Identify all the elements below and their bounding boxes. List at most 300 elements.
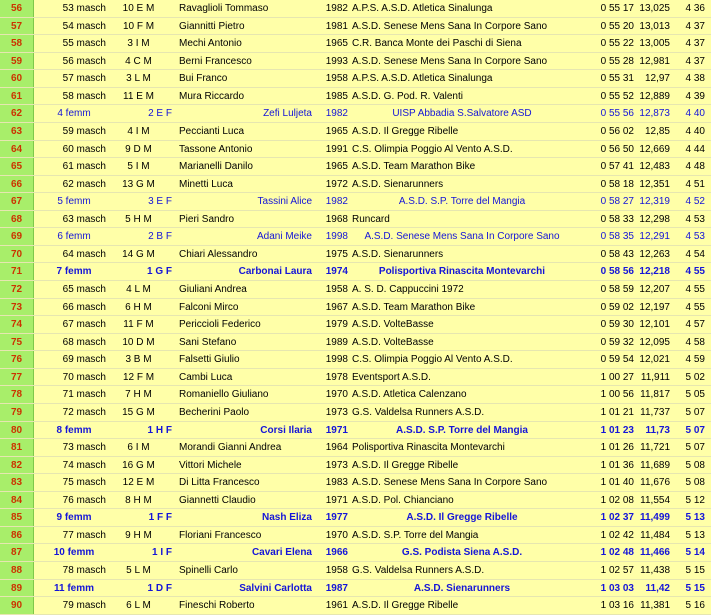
position-cell: 57 masch (62, 73, 106, 85)
row-number[interactable]: 74 (0, 316, 34, 333)
category-cell: 2 E F (148, 108, 172, 120)
table-row (0, 562, 711, 580)
row-number[interactable]: 58 (0, 35, 34, 52)
category-cell: 9 D M (125, 143, 152, 155)
row-number[interactable]: 89 (0, 580, 34, 597)
table-row (0, 527, 711, 545)
birth-year-cell: 1970 (325, 389, 348, 401)
position-cell: 63 masch (62, 213, 106, 225)
table-row (0, 492, 711, 510)
speed-cell: 11,499 (639, 512, 670, 524)
category-cell: 5 H M (125, 213, 152, 225)
position-cell: 4 femm (57, 108, 91, 120)
position-cell: 8 femm (56, 424, 92, 436)
pace-cell: 5 12 (685, 494, 705, 506)
category-cell: 6 L M (126, 600, 151, 612)
pace-cell: 4 40 (685, 108, 705, 120)
category-cell: 8 H M (125, 494, 152, 506)
speed-cell: 11,737 (640, 406, 670, 418)
birth-year-cell: 1998 (325, 354, 348, 366)
speed-cell: 11,676 (640, 477, 670, 489)
athlete-name-cell: Peccianti Luca (179, 125, 245, 137)
athlete-name-cell: Giuliani Andrea (179, 284, 247, 295)
club-cell: A.S.D. Il Gregge Ribelle (352, 125, 459, 137)
club-cell: A.P.S. A.S.D. Atletica Sinalunga (352, 3, 493, 14)
birth-year-cell: 1971 (325, 494, 348, 506)
birth-year-cell: 1989 (325, 336, 348, 348)
speed-cell: 12,981 (639, 55, 670, 67)
row-number[interactable]: 84 (0, 492, 34, 509)
athlete-name-cell: Minetti Luca (179, 178, 233, 190)
birth-year-cell: 1958 (325, 284, 348, 295)
category-cell: 16 G M (122, 459, 155, 471)
time-cell: 1 00 56 (600, 389, 634, 401)
speed-cell: 12,263 (639, 248, 670, 260)
category-cell: 13 G M (122, 178, 155, 190)
speed-cell: 13,013 (639, 20, 670, 32)
club-cell: A.S.D. Il Gregge Ribelle (352, 600, 459, 612)
club-cell: A. S. D. Cappuccini 1972 (352, 284, 464, 295)
position-cell: 69 masch (62, 354, 106, 366)
time-cell: 0 55 17 (600, 3, 634, 14)
row-number[interactable]: 82 (0, 457, 34, 474)
pace-cell: 5 14 (685, 547, 705, 559)
pace-cell: 4 38 (685, 73, 705, 85)
club-cell: A.S.D. Senese Mens Sana In Corpore Sano (364, 231, 560, 243)
speed-cell: 11,484 (640, 529, 670, 541)
birth-year-cell: 1965 (325, 125, 348, 137)
category-cell: 3 L M (126, 73, 151, 85)
table-row (0, 246, 711, 264)
athlete-name-cell: Becherini Paolo (179, 406, 250, 418)
birth-year-cell: 1975 (325, 248, 348, 260)
time-cell: 0 59 02 (600, 301, 634, 313)
row-number[interactable]: 59 (0, 53, 34, 70)
table-row (0, 88, 711, 106)
club-cell: Eventsport A.S.D. (352, 371, 431, 383)
birth-year-cell: 1983 (325, 477, 348, 489)
time-cell: 1 01 36 (600, 459, 634, 471)
category-cell: 6 I M (127, 442, 150, 454)
category-cell: 12 F M (122, 371, 155, 383)
row-number[interactable]: 81 (0, 439, 34, 456)
category-cell: 12 E M (122, 477, 155, 489)
birth-year-cell: 1967 (325, 301, 348, 313)
time-cell: 1 02 57 (600, 565, 634, 576)
athlete-name-cell: Fineschi Roberto (179, 600, 255, 612)
position-cell: 72 masch (62, 406, 106, 418)
speed-cell: 11,689 (640, 459, 670, 471)
table-row (0, 70, 711, 88)
athlete-name-cell: Di Litta Francesco (179, 477, 260, 489)
pace-cell: 5 07 (685, 406, 705, 418)
row-number[interactable]: 60 (0, 70, 34, 87)
pace-cell: 4 52 (685, 196, 705, 208)
club-cell: A.S.D. Senese Mens Sana In Corpore Sano (352, 20, 548, 32)
athlete-name-cell: Adani Meike (256, 231, 312, 243)
row-number[interactable]: 57 (0, 18, 34, 35)
speed-cell: 12,095 (639, 336, 670, 348)
pace-cell: 5 07 (685, 442, 705, 454)
time-cell: 0 58 56 (600, 266, 634, 278)
birth-year-cell: 1965 (325, 161, 348, 173)
time-cell: 1 01 40 (600, 477, 634, 489)
row-number[interactable]: 79 (0, 404, 34, 421)
position-cell: 55 masch (62, 38, 106, 50)
category-cell: 11 E M (123, 90, 154, 102)
row-number[interactable]: 71 (0, 263, 34, 280)
speed-cell: 12,889 (639, 90, 670, 102)
time-cell: 1 02 08 (600, 494, 634, 506)
athlete-name-cell: Marianelli Danilo (179, 161, 253, 173)
speed-cell: 12,85 (644, 125, 670, 137)
time-cell: 1 02 48 (600, 547, 634, 559)
time-cell: 0 55 20 (600, 20, 634, 32)
category-cell: 1 G F (146, 266, 172, 278)
time-cell: 1 02 37 (600, 512, 634, 524)
pace-cell: 5 15 (685, 565, 705, 576)
table-row (0, 334, 711, 352)
pace-cell: 5 08 (685, 459, 705, 471)
birth-year-cell: 1985 (325, 90, 348, 102)
pace-cell: 4 37 (685, 55, 705, 67)
athlete-name-cell: Tassone Antonio (179, 143, 253, 155)
birth-year-cell: 1981 (325, 20, 348, 32)
pace-cell: 5 07 (685, 424, 705, 436)
athlete-name-cell: Nash Eliza (261, 512, 312, 524)
athlete-name-cell: Cambi Luca (179, 371, 233, 383)
row-number[interactable]: 87 (0, 544, 34, 561)
pace-cell: 4 55 (685, 266, 705, 278)
category-cell: 6 H M (125, 301, 152, 313)
time-cell: 1 02 42 (600, 529, 634, 541)
row-number[interactable]: 64 (0, 141, 34, 158)
speed-cell: 13,025 (639, 3, 670, 14)
athlete-name-cell: Corsi Ilaria (260, 424, 312, 436)
category-cell: 9 H M (125, 529, 152, 541)
birth-year-cell: 1978 (325, 371, 348, 383)
birth-year-cell: 1970 (325, 529, 348, 541)
time-cell: 1 03 03 (600, 582, 634, 594)
time-cell: 0 59 30 (600, 319, 634, 331)
time-cell: 0 58 43 (600, 248, 634, 260)
category-cell: 4 L M (126, 284, 151, 295)
table-row (0, 0, 711, 18)
row-number[interactable]: 75 (0, 334, 34, 351)
athlete-name-cell: Romaniello Giuliano (179, 389, 269, 401)
pace-cell: 5 13 (685, 529, 705, 541)
time-cell: 1 01 23 (600, 424, 634, 436)
table-row (0, 544, 711, 562)
speed-cell: 11,911 (640, 371, 670, 383)
club-cell: Polisportiva Rinascita Montevarchi (352, 442, 505, 454)
birth-year-cell: 1964 (325, 442, 348, 454)
pace-cell: 4 40 (685, 125, 705, 137)
position-cell: 53 masch (62, 3, 106, 14)
row-number[interactable]: 68 (0, 211, 34, 228)
speed-cell: 12,873 (639, 108, 670, 120)
pace-cell: 5 15 (685, 582, 705, 594)
athlete-name-cell: Zefi Luljeta (263, 108, 312, 120)
birth-year-cell: 1958 (325, 565, 348, 576)
time-cell: 0 59 54 (600, 354, 634, 366)
birth-year-cell: 1982 (325, 196, 348, 208)
row-number[interactable]: 78 (0, 386, 34, 403)
position-cell: 67 masch (62, 319, 106, 331)
time-cell: 0 56 50 (600, 143, 634, 155)
speed-cell: 12,101 (639, 319, 670, 331)
table-row (0, 351, 711, 369)
row-number[interactable]: 63 (0, 123, 34, 140)
position-cell: 75 masch (62, 477, 106, 489)
athlete-name-cell: Periccioli Federico (179, 319, 261, 331)
position-cell: 74 masch (62, 459, 106, 471)
pace-cell: 4 53 (685, 213, 705, 225)
position-cell: 65 masch (62, 284, 106, 295)
table-row (0, 404, 711, 422)
speed-cell: 13,005 (639, 38, 670, 50)
club-cell: A.S.D. Sienarunners (352, 248, 444, 260)
table-row (0, 281, 711, 299)
row-number[interactable]: 61 (0, 88, 34, 105)
row-number[interactable]: 83 (0, 474, 34, 491)
row-number[interactable]: 76 (0, 351, 34, 368)
time-cell: 0 55 56 (600, 108, 634, 120)
birth-year-cell: 1966 (325, 547, 348, 559)
row-number[interactable]: 88 (0, 562, 34, 579)
row-number[interactable]: 66 (0, 176, 34, 193)
table-row (0, 509, 711, 527)
position-cell: 56 masch (62, 55, 106, 67)
birth-year-cell: 1974 (325, 266, 348, 278)
pace-cell: 4 39 (685, 90, 705, 102)
position-cell: 6 femm (57, 231, 91, 243)
table-row (0, 369, 711, 387)
speed-cell: 12,669 (639, 143, 670, 155)
table-row (0, 158, 711, 176)
birth-year-cell: 1971 (325, 424, 348, 436)
row-number[interactable]: 62 (0, 105, 34, 122)
club-cell: A.S.D. S.P. Torre del Mangia (352, 529, 479, 541)
club-cell: G.S. Valdelsa Runners A.S.D. (352, 406, 485, 418)
table-row (0, 457, 711, 475)
athlete-name-cell: Carbonai Laura (238, 266, 312, 278)
speed-cell: 11,73 (645, 424, 670, 436)
category-cell: 2 B F (148, 231, 172, 243)
table-row (0, 597, 711, 615)
time-cell: 0 58 27 (600, 196, 634, 208)
speed-cell: 11,554 (640, 494, 670, 506)
birth-year-cell: 1982 (325, 108, 348, 120)
club-cell: G.S. Valdelsa Runners A.S.D. (352, 565, 485, 576)
club-cell: A.S.D. VolteBasse (352, 336, 434, 348)
pace-cell: 5 02 (685, 371, 705, 383)
table-row (0, 53, 711, 71)
time-cell: 1 00 27 (600, 371, 634, 383)
category-cell: 7 H M (125, 389, 152, 401)
club-cell: A.S.D. Il Gregge Ribelle (406, 512, 518, 524)
club-cell: C.S. Olimpia Poggio Al Vento A.S.D. (352, 143, 513, 155)
time-cell: 0 58 59 (600, 284, 634, 295)
pace-cell: 4 57 (685, 319, 705, 331)
time-cell: 0 55 22 (600, 38, 634, 50)
time-cell: 0 55 31 (600, 73, 634, 85)
pace-cell: 4 36 (685, 3, 705, 14)
athlete-name-cell: Falsetti Giulio (179, 354, 240, 366)
athlete-name-cell: Sani Stefano (179, 336, 237, 348)
category-cell: 4 C M (125, 55, 152, 67)
pace-cell: 4 37 (685, 38, 705, 50)
athlete-name-cell: Spinelli Carlo (179, 565, 238, 576)
athlete-name-cell: Pieri Sandro (179, 213, 235, 225)
position-cell: 73 masch (62, 442, 106, 454)
speed-cell: 11,381 (640, 600, 670, 612)
club-cell: Runcard (352, 213, 390, 225)
table-row (0, 141, 711, 159)
table-row (0, 228, 711, 246)
speed-cell: 12,483 (639, 161, 670, 173)
category-cell: 1 I F (151, 547, 172, 559)
time-cell: 0 58 18 (600, 178, 634, 190)
row-number[interactable]: 80 (0, 422, 34, 439)
position-cell: 58 masch (62, 90, 106, 102)
birth-year-cell: 1977 (325, 512, 348, 524)
club-cell: A.S.D. S.P. Torre del Mangia (398, 196, 526, 208)
table-row (0, 211, 711, 229)
position-cell: 60 masch (62, 143, 106, 155)
pace-cell: 5 05 (685, 389, 705, 401)
time-cell: 0 55 52 (600, 90, 634, 102)
category-cell: 10 F M (122, 20, 155, 32)
time-cell: 0 56 02 (600, 125, 634, 137)
position-cell: 71 masch (62, 389, 106, 401)
row-number[interactable]: 69 (0, 228, 34, 245)
row-number[interactable]: 85 (0, 509, 34, 526)
position-cell: 59 masch (62, 125, 106, 137)
table-row (0, 439, 711, 457)
position-cell: 54 masch (62, 20, 106, 32)
birth-year-cell: 1961 (325, 600, 348, 612)
club-cell: C.R. Banca Monte dei Paschi di Siena (352, 38, 522, 50)
speed-cell: 12,207 (639, 284, 670, 295)
category-cell: 11 F M (123, 319, 154, 331)
speed-cell: 11,721 (640, 442, 670, 454)
club-cell: A.P.S. A.S.D. Atletica Sinalunga (352, 73, 493, 85)
time-cell: 1 01 21 (600, 406, 634, 418)
row-number[interactable]: 56 (0, 0, 34, 17)
table-row (0, 176, 711, 194)
speed-cell: 12,319 (639, 196, 670, 208)
category-cell: 10 D M (122, 336, 155, 348)
athlete-name-cell: Salvini Carlotta (239, 582, 312, 594)
athlete-name-cell: Chiari Alessandro (179, 248, 258, 260)
pace-cell: 4 53 (685, 231, 705, 243)
birth-year-cell: 1993 (325, 55, 348, 67)
time-cell: 0 59 32 (600, 336, 634, 348)
speed-cell: 12,021 (639, 354, 670, 366)
category-cell: 4 I M (127, 125, 150, 137)
club-cell: A.S.D. Senese Mens Sana In Corpore Sano (352, 55, 548, 67)
category-cell: 3 E F (148, 196, 172, 208)
category-cell: 15 G M (122, 406, 155, 418)
position-cell: 77 masch (62, 529, 106, 541)
birth-year-cell: 1982 (325, 3, 348, 14)
position-cell: 78 masch (62, 565, 106, 576)
position-cell: 68 masch (62, 336, 106, 348)
club-cell: G.S. Podista Siena A.S.D. (401, 547, 523, 559)
row-number[interactable]: 77 (0, 369, 34, 386)
table-row (0, 299, 711, 317)
row-number[interactable]: 67 (0, 193, 34, 210)
category-cell: 1 D F (147, 582, 172, 594)
row-number[interactable]: 70 (0, 246, 34, 263)
club-cell: C.S. Olimpia Poggio Al Vento A.S.D. (352, 354, 513, 366)
table-row (0, 474, 711, 492)
club-cell: A.S.D. Team Marathon Bike (352, 161, 476, 173)
club-cell: A.S.D. Sienarunners (352, 178, 444, 190)
category-cell: 1 H F (147, 424, 172, 436)
athlete-name-cell: Giannetti Claudio (179, 494, 256, 506)
athlete-name-cell: Bui Franco (179, 73, 228, 85)
table-row (0, 580, 711, 598)
position-cell: 10 femm (53, 547, 95, 559)
speed-cell: 12,97 (644, 73, 670, 85)
pace-cell: 4 55 (685, 301, 705, 313)
athlete-name-cell: Vittori Michele (179, 459, 242, 471)
row-number[interactable]: 86 (0, 527, 34, 544)
category-cell: 14 G M (122, 248, 155, 260)
pace-cell: 5 13 (685, 512, 705, 524)
club-cell: UISP Abbadia S.Salvatore ASD (392, 108, 532, 120)
position-cell: 70 masch (62, 371, 106, 383)
athlete-name-cell: Mechi Antonio (179, 38, 242, 50)
birth-year-cell: 1998 (325, 231, 348, 243)
club-cell: A.S.D. Sienarunners (413, 582, 511, 594)
athlete-name-cell: Ravaglioli Tommaso (179, 3, 269, 14)
athlete-name-cell: Cavari Elena (251, 547, 312, 559)
club-cell: A.S.D. Atletica Calenzano (352, 389, 467, 401)
row-number[interactable]: 90 (0, 597, 34, 614)
club-cell: A.S.D. VolteBasse (352, 319, 434, 331)
club-cell: Polisportiva Rinascita Montevarchi (378, 266, 546, 278)
athlete-name-cell: Mura Riccardo (179, 90, 245, 102)
club-cell: A.S.D. Team Marathon Bike (352, 301, 476, 313)
club-cell: A.S.D. Senese Mens Sana In Corpore Sano (352, 477, 548, 489)
birth-year-cell: 1991 (325, 143, 348, 155)
table-row (0, 35, 711, 53)
table-row (0, 123, 711, 141)
row-number[interactable]: 73 (0, 299, 34, 316)
table-row (0, 105, 711, 123)
time-cell: 1 03 16 (600, 600, 634, 612)
row-number[interactable]: 65 (0, 158, 34, 175)
pace-cell: 5 16 (685, 600, 705, 612)
birth-year-cell: 1965 (325, 38, 348, 50)
speed-cell: 11,817 (640, 389, 670, 401)
birth-year-cell: 1987 (325, 582, 348, 594)
speed-cell: 11,466 (639, 547, 670, 559)
position-cell: 79 masch (62, 600, 106, 612)
birth-year-cell: 1958 (325, 73, 348, 85)
pace-cell: 4 51 (685, 178, 705, 190)
row-number[interactable]: 72 (0, 281, 34, 298)
speed-cell: 12,291 (639, 231, 670, 243)
club-cell: A.S.D. S.P. Torre del Mangia (396, 424, 528, 436)
time-cell: 0 55 28 (600, 55, 634, 67)
position-cell: 62 masch (62, 178, 106, 190)
category-cell: 5 L M (126, 565, 151, 576)
time-cell: 1 01 26 (600, 442, 634, 454)
